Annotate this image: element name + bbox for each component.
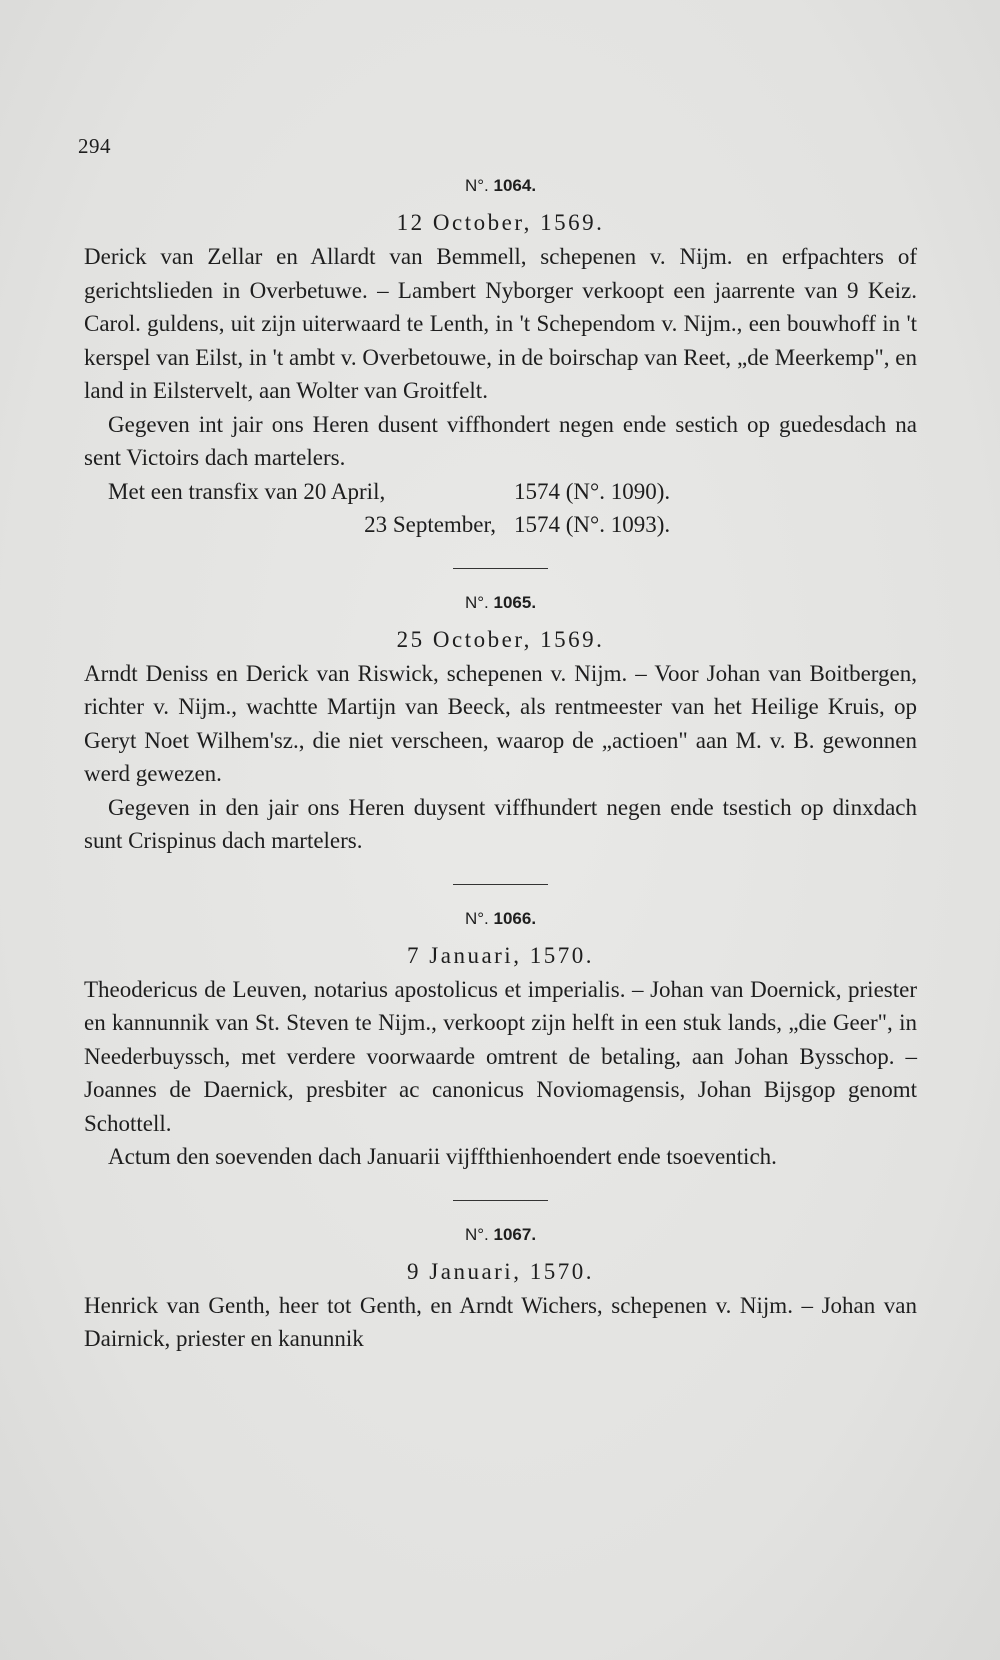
transfix-reference: 1574 (N°. 1090). [514, 478, 671, 504]
entry-number-value: 1064. [493, 176, 537, 195]
entry-dating-clause: Gegeven int jair ons Heren dusent viffhondert negen ende sestich op guedesdach na sent Victoirs dach martelers. [84, 411, 917, 470]
entry-date: 7 Januari, 1570. [407, 942, 594, 968]
entry-1067 [84, 1225, 917, 1356]
entry-number-prefix: N°. [464, 1224, 489, 1244]
entry-number-value: 1065. [493, 592, 537, 612]
section-divider [453, 884, 548, 885]
entry-number [84, 1225, 917, 1245]
entries [84, 176, 917, 1356]
transfix-label: 23 September, [364, 512, 496, 537]
entry-number [84, 176, 917, 196]
entry-1066 [84, 909, 917, 1174]
entry-date: 9 Januari, 1570. [407, 1258, 594, 1284]
entry-dating-clause: Gegeven in den jair ons Heren duysent viffhundert negen ende tsestich op dinxdach sunt Crispinus dach martelers. [84, 794, 917, 853]
entry-summary: Derick van Zellar en Allardt van Bemmell, schepenen v. Nijm. en erfpachters of gerichtslieden in Overbetuwe. – Lambert Nyborger verkoopt een jaarrente van 9 Keiz. Carol. guldens, uit zijn uiterwaard te Lenth, in 't Schependom v. Nijm., een bouwhoff in 't kerspel van Eilst, in 't ambt v. Overbetouwe, in de boirschap van Reet, „de Meerkemp", en land in Eilstervelt, aan Wolter van Groitfelt. [84, 244, 917, 403]
entry-number-prefix: N°. [464, 176, 489, 195]
entry-number [84, 593, 917, 613]
entry-date: 25 October, 1569. [396, 626, 605, 652]
entry-number-value: 1067. [493, 1224, 537, 1244]
entry-summary: Henrick van Genth, heer tot Genth, en Arndt Wichers, schepenen v. Nijm. – Johan van Dairnick, priester en kanunnik [84, 1292, 917, 1351]
entry-summary: Arndt Deniss en Derick van Riswick, schepenen v. Nijm. – Voor Johan van Boitbergen, richter v. Nijm., wachtte Martijn van Beeck, als rentmeester van het Heilige Kruis, op Geryt Noet Wilhem'sz., die niet verscheen, waarop de „actioen" aan M. v. B. gewonnen werd gewezen. [84, 660, 917, 786]
entry-number-prefix: N°. [464, 592, 489, 612]
transfix-line [84, 508, 917, 542]
entry-1064 [84, 176, 917, 542]
entry-number-prefix: N°. [464, 908, 489, 928]
section-divider [453, 568, 548, 569]
entry-number [84, 909, 917, 929]
entry-dating-clause: Actum den soevenden dach Januarii vijffthienhoendert ende tsoeventich. [108, 1144, 777, 1169]
transfix-line [84, 475, 917, 509]
entry-summary: Theodericus de Leuven, notarius apostolicus et imperialis. – Johan van Doernick, priester en kannunnik van St. Steven te Nijm., verkoopt zijn helft in een stuk lands, „die Geer", in Neederbuyssch, met verdere voorwaarde omtrent de betaling, aan Johan Bysschop. – Joannes de Daernick, presbiter ac canonicus Noviomagensis, Johan Bijsgop genomt Schottell. [84, 976, 917, 1136]
entry-1065 [84, 593, 917, 858]
page-number: 294 [78, 134, 111, 158]
transfix-label: Met een transfix van 20 April, [108, 478, 386, 504]
transfix-reference: 1574 (N°. 1093). [514, 512, 671, 537]
section-divider [453, 1200, 548, 1201]
entry-date: 12 October, 1569. [396, 210, 605, 235]
entry-number-value: 1066. [493, 908, 537, 928]
